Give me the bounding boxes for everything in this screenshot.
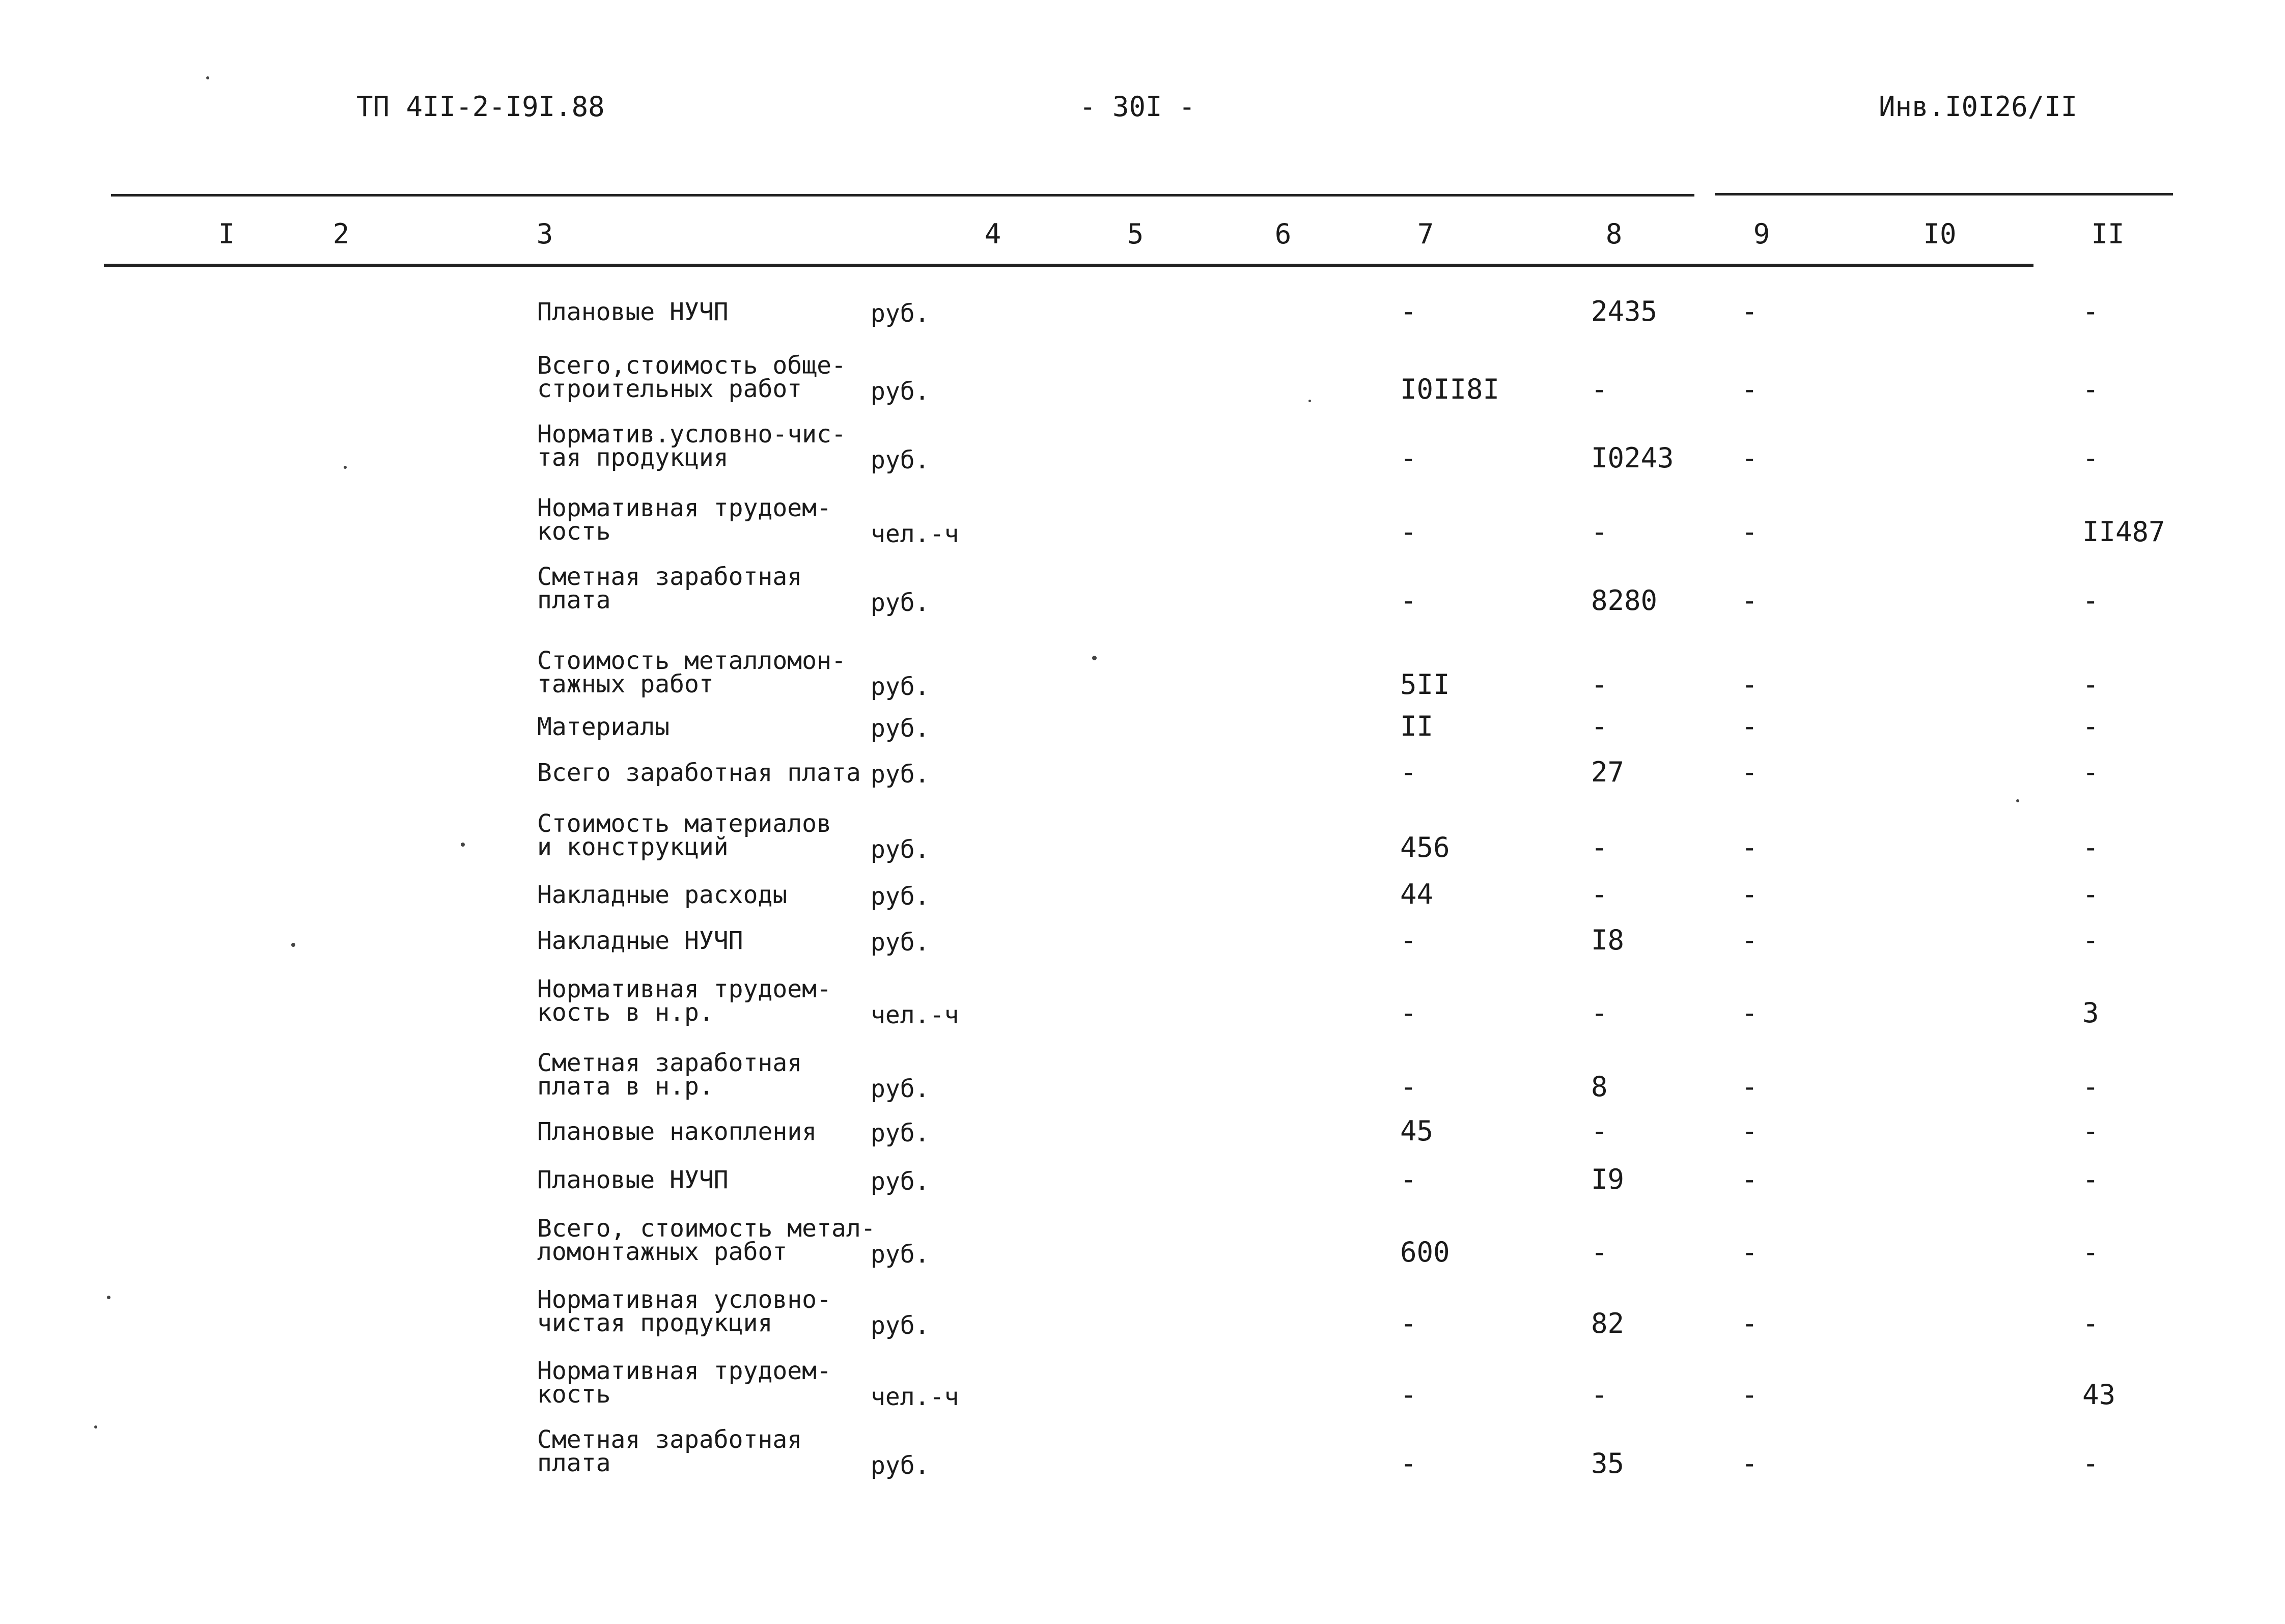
cell-column-11: - [2082, 1236, 2099, 1268]
scan-speck [1308, 400, 1311, 402]
cell-column-11: - [2082, 1447, 2099, 1479]
cell-column-8: - [1591, 997, 1608, 1029]
cell-column-7: 45 [1400, 1115, 1434, 1147]
row-label [537, 1214, 876, 1266]
cell-column-7: II [1400, 710, 1434, 742]
cell-column-7: 44 [1400, 878, 1434, 910]
row-unit: руб. [871, 1167, 930, 1196]
cell-column-9: - [1741, 668, 1758, 701]
row-unit: руб. [871, 589, 930, 617]
cell-column-8: I0243 [1591, 442, 1674, 474]
column-number-9: 9 [1753, 218, 1770, 250]
row-label [537, 809, 868, 861]
row-unit: чел.-ч [871, 1001, 959, 1029]
row-label [537, 929, 868, 953]
cell-column-8: - [1591, 1379, 1608, 1411]
cell-column-11: - [2082, 442, 2099, 474]
cell-column-7: 456 [1400, 831, 1450, 863]
page-number: - 30I - [1079, 91, 1195, 123]
cell-column-11: - [2082, 710, 2099, 742]
row-unit: руб. [871, 835, 930, 864]
row-label-line: Плановые НУЧП [537, 298, 729, 326]
row-label-line: чистая продукция [537, 1309, 773, 1337]
cell-column-8: I9 [1591, 1163, 1625, 1195]
cell-column-9: - [1741, 1236, 1758, 1268]
row-unit: руб. [871, 299, 930, 328]
row-label-line: кость в н.р. [537, 998, 714, 1027]
cell-column-9: - [1741, 1163, 1758, 1195]
column-number-6: 6 [1274, 218, 1292, 250]
cell-column-9: - [1741, 516, 1758, 548]
column-number-10: I0 [1923, 218, 1957, 250]
cell-column-9: - [1741, 831, 1758, 863]
column-number-5: 5 [1127, 218, 1144, 250]
row-label-line: Нормативная трудоем- [537, 1357, 831, 1385]
cell-column-11: - [2082, 1071, 2099, 1103]
cell-column-7: 600 [1400, 1236, 1450, 1268]
row-label-line: Накладные расходы [537, 881, 788, 909]
cell-column-11: 43 [2082, 1379, 2116, 1411]
column-number-2: 2 [332, 218, 350, 250]
scan-speck [94, 1425, 97, 1429]
row-label-line: плата [537, 1449, 611, 1477]
cell-column-8: - [1591, 1115, 1608, 1147]
column-number-7: 7 [1417, 218, 1434, 250]
row-label-line: Сметная заработная [537, 563, 802, 591]
row-unit: чел.-ч [871, 1383, 959, 1411]
row-unit: руб. [871, 1311, 930, 1340]
row-label-line: Норматив.условно-чис- [537, 420, 846, 449]
cell-column-7: - [1400, 1163, 1417, 1195]
scan-speck [107, 1296, 110, 1299]
row-unit: руб. [871, 714, 930, 743]
row-label-line: и конструкций [537, 833, 729, 861]
cell-column-11: - [2082, 373, 2099, 405]
cell-column-9: - [1741, 997, 1758, 1029]
row-label-line: Нормативная трудоем- [537, 975, 831, 1003]
cell-column-8: - [1591, 1236, 1608, 1268]
cell-column-8: 82 [1591, 1307, 1625, 1339]
scan-speck [344, 466, 347, 469]
cell-column-7: - [1400, 1071, 1417, 1103]
row-label [537, 883, 868, 907]
row-unit: руб. [871, 1240, 930, 1269]
row-label-line: плата [537, 586, 611, 614]
row-label-line: Накладные НУЧП [537, 927, 743, 955]
row-label [537, 494, 868, 546]
cell-column-9: - [1741, 710, 1758, 742]
cell-column-8: - [1591, 516, 1608, 548]
row-label [537, 300, 868, 324]
row-label-line: Плановые накопления [537, 1117, 817, 1146]
row-label [537, 649, 868, 696]
row-label-line: Сметная заработная [537, 1049, 802, 1077]
cell-column-11: - [2082, 668, 2099, 701]
column-number-3: 3 [536, 218, 553, 250]
row-label [537, 565, 868, 612]
cell-column-9: - [1741, 1071, 1758, 1103]
row-unit: руб. [871, 377, 930, 406]
cell-column-11: - [2082, 295, 2099, 327]
cell-column-8: - [1591, 373, 1608, 405]
row-unit: руб. [871, 446, 930, 474]
row-label-line: Нормативная трудоем- [537, 494, 831, 522]
row-label-line: тажных работ [537, 670, 714, 698]
scan-speck [2016, 799, 2019, 802]
cell-column-8: 8 [1591, 1071, 1608, 1103]
row-label [537, 1168, 868, 1192]
row-unit: руб. [871, 1451, 930, 1480]
scan-speck [461, 843, 465, 847]
scan-speck [291, 943, 295, 947]
cell-column-11: - [2082, 831, 2099, 863]
cell-column-9: - [1741, 1379, 1758, 1411]
cell-column-11: - [2082, 878, 2099, 910]
cell-column-9: - [1741, 373, 1758, 405]
column-number-11: II [2091, 218, 2125, 250]
column-number-1: I [218, 218, 235, 250]
scan-speck [206, 76, 209, 79]
cell-column-7: - [1400, 295, 1417, 327]
cell-column-8: 8280 [1591, 584, 1658, 617]
row-label [537, 715, 868, 739]
row-label [537, 975, 868, 1027]
row-label-line: Стоимость материалов [537, 809, 831, 838]
row-label [537, 1049, 868, 1101]
row-unit: руб. [871, 1119, 930, 1147]
cell-column-7: - [1400, 756, 1417, 788]
cell-column-8: - [1591, 668, 1608, 701]
table-top-rule [111, 194, 1694, 197]
cell-column-11: - [2082, 584, 2099, 617]
cell-column-9: - [1741, 584, 1758, 617]
row-label [537, 420, 868, 472]
cell-column-8: 2435 [1591, 295, 1658, 327]
cell-column-11: - [2082, 1115, 2099, 1147]
cell-column-7: - [1400, 442, 1417, 474]
cell-column-9: - [1741, 295, 1758, 327]
row-label-line: Материалы [537, 713, 670, 741]
row-label [537, 351, 868, 403]
cell-column-7: - [1400, 1379, 1417, 1411]
cell-column-11: - [2082, 1307, 2099, 1339]
cell-column-9: - [1741, 1115, 1758, 1147]
row-label [537, 761, 868, 785]
cell-column-8: I8 [1591, 924, 1625, 956]
cell-column-7: - [1400, 1447, 1417, 1479]
scan-speck [1092, 656, 1097, 660]
row-label [537, 1425, 868, 1477]
row-label [537, 1117, 868, 1146]
row-label-line: Всего заработная плата [537, 759, 861, 787]
cell-column-11: 3 [2082, 997, 2099, 1029]
cell-column-9: - [1741, 442, 1758, 474]
row-label-line: Плановые НУЧП [537, 1166, 729, 1194]
column-number-8: 8 [1605, 218, 1623, 250]
cell-column-9: - [1741, 924, 1758, 956]
cell-column-7: - [1400, 584, 1417, 617]
cell-column-9: - [1741, 878, 1758, 910]
cell-column-9: - [1741, 1447, 1758, 1479]
row-label-line: Всего, стоимость метал- [537, 1214, 876, 1243]
document-code: ТП 4II-2-I9I.88 [356, 91, 605, 123]
row-unit: чел.-ч [871, 520, 959, 548]
row-unit: руб. [871, 928, 930, 957]
row-label [537, 1285, 868, 1337]
cell-column-8: 35 [1591, 1447, 1625, 1479]
cell-column-7: - [1400, 924, 1417, 956]
cell-column-7: - [1400, 997, 1417, 1029]
row-label-line: Всего,стоимость обще- [537, 351, 846, 380]
row-label-line: Нормативная условно- [537, 1285, 831, 1314]
row-unit: руб. [871, 1075, 930, 1103]
row-unit: руб. [871, 673, 930, 701]
row-label-line: Стоимость металломон- [537, 647, 846, 675]
row-label-line: тая продукция [537, 443, 729, 472]
row-label [537, 1357, 868, 1409]
table-header-rule [104, 264, 2033, 267]
cell-column-8: 27 [1591, 756, 1625, 788]
row-label-line: кость [537, 1380, 611, 1409]
row-unit: руб. [871, 760, 930, 789]
cell-column-7: 5II [1400, 668, 1450, 701]
cell-column-11: - [2082, 756, 2099, 788]
cell-column-11: II487 [2082, 516, 2165, 548]
row-unit: руб. [871, 882, 930, 911]
cell-column-7: - [1400, 516, 1417, 548]
row-label-line: строительных работ [537, 375, 802, 403]
cell-column-9: - [1741, 756, 1758, 788]
inventory-number: Инв.I0I26/II [1879, 91, 2078, 123]
column-number-4: 4 [984, 218, 1001, 250]
cell-column-11: - [2082, 1163, 2099, 1195]
cell-column-9: - [1741, 1307, 1758, 1339]
row-label-line: плата в н.р. [537, 1072, 714, 1101]
cell-column-7: I0II8I [1400, 373, 1500, 405]
cell-column-8: - [1591, 831, 1608, 863]
cell-column-8: - [1591, 710, 1608, 742]
row-label-line: кость [537, 517, 611, 546]
row-label-line: ломонтажных работ [537, 1238, 788, 1266]
cell-column-7: - [1400, 1307, 1417, 1339]
row-label-line: Сметная заработная [537, 1425, 802, 1454]
cell-column-11: - [2082, 924, 2099, 956]
cell-column-8: - [1591, 878, 1608, 910]
table-top-rule-right [1715, 193, 2173, 195]
